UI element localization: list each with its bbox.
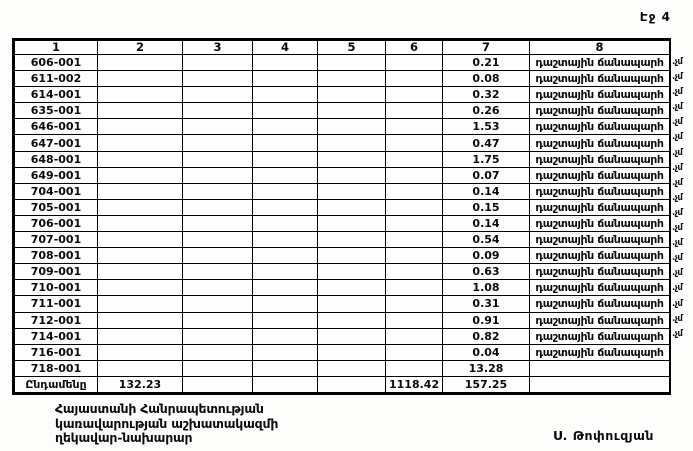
- cell-col6: [386, 344, 443, 360]
- cell-col7: 0.14: [443, 215, 530, 231]
- code-cell: 718-001: [15, 360, 98, 376]
- column-header-1: 1: [15, 41, 98, 55]
- cell-col8: դաշտային ճանապարհ: [530, 199, 670, 215]
- total-col4: [253, 376, 318, 392]
- margin-note: .չմ: [672, 328, 683, 339]
- cell-col5: [318, 360, 386, 376]
- code-cell: 716-001: [15, 344, 98, 360]
- cell-col6: [386, 183, 443, 199]
- cell-col7: 0.82: [443, 328, 530, 344]
- cell-col7: 0.09: [443, 248, 530, 264]
- cell-col5: [318, 135, 386, 151]
- cell-col7: 1.75: [443, 151, 530, 167]
- table-row: [15, 264, 670, 280]
- cell-col3: [183, 312, 253, 328]
- cell-col8: դաշտային ճանապարհ: [530, 264, 670, 280]
- margin-note: .չմ: [672, 117, 683, 128]
- cell-col6: [386, 103, 443, 119]
- cell-col7: 0.32: [443, 87, 530, 103]
- cell-col4: [253, 296, 318, 312]
- cell-col7: 1.08: [443, 280, 530, 296]
- cell-col4: [253, 312, 318, 328]
- cell-col8: դաշտային ճանապարհ: [530, 71, 670, 87]
- cell-col6: [386, 167, 443, 183]
- column-header-2: 2: [98, 41, 183, 55]
- table-row: [15, 183, 670, 199]
- table-row: [15, 55, 670, 71]
- cell-col3: [183, 119, 253, 135]
- cell-col4: [253, 328, 318, 344]
- cell-col5: [318, 71, 386, 87]
- cell-col5: [318, 119, 386, 135]
- code-cell: 706-001: [15, 215, 98, 231]
- cell-col5: [318, 232, 386, 248]
- cell-col7: 0.15: [443, 199, 530, 215]
- table-row: [15, 328, 670, 344]
- cell-col4: [253, 151, 318, 167]
- cell-col5: [318, 312, 386, 328]
- cell-col6: [386, 215, 443, 231]
- margin-note: .չմ: [672, 57, 683, 67]
- cell-col3: [183, 135, 253, 151]
- cell-col8: դաշտային ճանապարհ: [530, 87, 670, 103]
- cell-col5: [318, 215, 386, 231]
- table-body: [15, 55, 670, 377]
- table-row: [15, 280, 670, 296]
- cell-col8: դաշտային ճանապարհ: [530, 312, 670, 328]
- table-row: [15, 312, 670, 328]
- cell-col6: [386, 135, 443, 151]
- cell-col5: [318, 280, 386, 296]
- cell-col5: [318, 199, 386, 215]
- total-col3: [183, 376, 253, 392]
- cell-col8: դաշտային ճանապարհ: [530, 296, 670, 312]
- cell-col7: 1.53: [443, 119, 530, 135]
- cell-col2: [98, 135, 183, 151]
- cell-col3: [183, 199, 253, 215]
- cell-col5: [318, 55, 386, 71]
- cell-col8: [530, 360, 670, 376]
- column-header-6: 6: [386, 41, 443, 55]
- cell-col3: [183, 232, 253, 248]
- cell-col5: [318, 167, 386, 183]
- cell-col8: դաշտային ճանապարհ: [530, 151, 670, 167]
- code-cell: 635-001: [15, 103, 98, 119]
- cell-col7: 0.91: [443, 312, 530, 328]
- cell-col6: [386, 87, 443, 103]
- code-cell: 705-001: [15, 199, 98, 215]
- cell-col3: [183, 71, 253, 87]
- total-col6: 1118.42: [386, 376, 443, 392]
- page-number-label: Էջ 4: [639, 10, 671, 24]
- cell-col8: դաշտային ճանապարհ: [530, 183, 670, 199]
- margin-note: .չմ: [672, 238, 683, 249]
- cell-col2: [98, 215, 183, 231]
- cell-col3: [183, 248, 253, 264]
- margin-note: .չմ: [672, 313, 683, 324]
- table-row: [15, 71, 670, 87]
- code-cell: 649-001: [15, 167, 98, 183]
- margin-notes-column: [672, 55, 692, 357]
- cell-col4: [253, 199, 318, 215]
- margin-note: .չմ: [672, 132, 683, 143]
- cell-col2: [98, 55, 183, 71]
- cell-col5: [318, 328, 386, 344]
- cell-col7: 0.63: [443, 264, 530, 280]
- cell-col6: [386, 199, 443, 215]
- code-cell: 712-001: [15, 312, 98, 328]
- cell-col6: [386, 248, 443, 264]
- cell-col2: [98, 280, 183, 296]
- margin-note: .չմ: [672, 253, 683, 264]
- table-row: [15, 232, 670, 248]
- total-col2: 132.23: [98, 376, 183, 392]
- table-row: [15, 167, 670, 183]
- cell-col2: [98, 199, 183, 215]
- cell-col8: դաշտային ճանապարհ: [530, 232, 670, 248]
- cell-col7: 0.08: [443, 71, 530, 87]
- cell-col6: [386, 280, 443, 296]
- code-cell: 606-001: [15, 55, 98, 71]
- total-label: Ընդամենը: [15, 376, 98, 392]
- margin-note: .չմ: [672, 87, 683, 98]
- column-header-7: 7: [443, 41, 530, 55]
- cell-col4: [253, 280, 318, 296]
- cell-col7: 0.47: [443, 135, 530, 151]
- margin-note: .չմ: [672, 72, 683, 83]
- cell-col5: [318, 296, 386, 312]
- margin-note: .չմ: [672, 283, 683, 294]
- table-row: [15, 248, 670, 264]
- cell-col3: [183, 167, 253, 183]
- footer-signature-block: [55, 402, 278, 446]
- code-cell: 647-001: [15, 135, 98, 151]
- cell-col5: [318, 103, 386, 119]
- margin-note: .չմ: [672, 298, 683, 309]
- margin-note: .չմ: [672, 192, 683, 203]
- cell-col6: [386, 360, 443, 376]
- cell-col2: [98, 151, 183, 167]
- cell-col4: [253, 71, 318, 87]
- cell-col2: [98, 232, 183, 248]
- cell-col8: դաշտային ճանապարհ: [530, 215, 670, 231]
- cell-col6: [386, 71, 443, 87]
- cell-col4: [253, 135, 318, 151]
- cell-col8: դաշտային ճանապարհ: [530, 248, 670, 264]
- cell-col3: [183, 280, 253, 296]
- cell-col4: [253, 232, 318, 248]
- cell-col8: դաշտային ճանապարհ: [530, 344, 670, 360]
- signature-name: Ս. Թոփուզյան: [553, 428, 654, 443]
- code-cell: 614-001: [15, 87, 98, 103]
- cell-col7: 13.28: [443, 360, 530, 376]
- code-cell: 708-001: [15, 248, 98, 264]
- cell-col2: [98, 248, 183, 264]
- code-cell: 648-001: [15, 151, 98, 167]
- cell-col3: [183, 87, 253, 103]
- cell-col7: 0.07: [443, 167, 530, 183]
- cell-col7: 0.54: [443, 232, 530, 248]
- cell-col4: [253, 103, 318, 119]
- column-header-8: 8: [530, 41, 670, 55]
- cell-col6: [386, 328, 443, 344]
- table-row: [15, 135, 670, 151]
- table-row: [15, 151, 670, 167]
- cell-col8: դաշտային ճանապարհ: [530, 328, 670, 344]
- cell-col2: [98, 103, 183, 119]
- cell-col6: [386, 55, 443, 71]
- table-header-row: [15, 41, 670, 55]
- margin-note: .չմ: [672, 268, 683, 279]
- cell-col4: [253, 183, 318, 199]
- cell-col8: դաշտային ճանապարհ: [530, 119, 670, 135]
- data-table: [12, 38, 671, 395]
- cell-col2: [98, 264, 183, 280]
- table-row: [15, 119, 670, 135]
- cell-col6: [386, 119, 443, 135]
- table-row: [15, 360, 670, 376]
- cell-col8: դաշտային ճանապարհ: [530, 135, 670, 151]
- table-row: [15, 199, 670, 215]
- total-col8: [530, 376, 670, 392]
- footer-line-2: կառավարության աշխատակազմի: [55, 415, 279, 431]
- code-cell: 704-001: [15, 183, 98, 199]
- cell-col7: 0.26: [443, 103, 530, 119]
- footer-line-1: Հայաստանի Հանրապետության: [55, 401, 264, 416]
- cell-col2: [98, 167, 183, 183]
- cell-col4: [253, 344, 318, 360]
- cell-col4: [253, 119, 318, 135]
- cell-col2: [98, 328, 183, 344]
- cell-col6: [386, 296, 443, 312]
- code-cell: 707-001: [15, 232, 98, 248]
- cell-col5: [318, 264, 386, 280]
- cell-col3: [183, 183, 253, 199]
- table-row: [15, 87, 670, 103]
- code-cell: 714-001: [15, 328, 98, 344]
- cell-col6: [386, 264, 443, 280]
- margin-note: .չմ: [672, 162, 683, 173]
- cell-col4: [253, 248, 318, 264]
- code-cell: 611-002: [15, 71, 98, 87]
- cell-col5: [318, 344, 386, 360]
- cell-col8: դաշտային ճանապարհ: [530, 280, 670, 296]
- table-row: [15, 296, 670, 312]
- cell-col4: [253, 264, 318, 280]
- cell-col4: [253, 167, 318, 183]
- cell-col3: [183, 264, 253, 280]
- cell-col4: [253, 360, 318, 376]
- table-row: [15, 103, 670, 119]
- cell-col3: [183, 296, 253, 312]
- total-row: [15, 376, 670, 392]
- cell-col3: [183, 328, 253, 344]
- column-header-3: 3: [183, 41, 253, 55]
- total-col5: [318, 376, 386, 392]
- margin-note: [672, 342, 692, 357]
- cell-col5: [318, 151, 386, 167]
- cell-col6: [386, 232, 443, 248]
- cell-col2: [98, 296, 183, 312]
- footer-line-3: ղեկավար-նախարար: [55, 430, 193, 445]
- code-cell: 646-001: [15, 119, 98, 135]
- cell-col8: դաշտային ճանապարհ: [530, 55, 670, 71]
- total-col7: 157.25: [443, 376, 530, 392]
- cell-col6: [386, 312, 443, 328]
- cell-col5: [318, 248, 386, 264]
- cell-col2: [98, 119, 183, 135]
- cell-col3: [183, 344, 253, 360]
- cell-col4: [253, 87, 318, 103]
- cell-col3: [183, 103, 253, 119]
- margin-note: .չմ: [672, 223, 683, 234]
- cell-col4: [253, 55, 318, 71]
- cell-col7: 0.21: [443, 55, 530, 71]
- cell-col3: [183, 55, 253, 71]
- cell-col2: [98, 344, 183, 360]
- margin-note: .չմ: [672, 102, 683, 113]
- cell-col7: 0.04: [443, 344, 530, 360]
- table-row: [15, 344, 670, 360]
- cell-col5: [318, 87, 386, 103]
- margin-note: .չմ: [672, 147, 683, 158]
- cell-col7: 0.14: [443, 183, 530, 199]
- table-row: [15, 215, 670, 231]
- column-header-4: 4: [253, 41, 318, 55]
- code-cell: 710-001: [15, 280, 98, 296]
- margin-note: .չմ: [672, 177, 683, 188]
- cell-col6: [386, 151, 443, 167]
- code-cell: 709-001: [15, 264, 98, 280]
- cell-col3: [183, 360, 253, 376]
- cell-col2: [98, 360, 183, 376]
- code-cell: 711-001: [15, 296, 98, 312]
- margin-note: .չմ: [672, 207, 683, 218]
- cell-col7: 0.31: [443, 296, 530, 312]
- cell-col5: [318, 183, 386, 199]
- column-header-5: 5: [318, 41, 386, 55]
- cell-col3: [183, 151, 253, 167]
- cell-col8: դաշտային ճանապարհ: [530, 167, 670, 183]
- cell-col8: դաշտային ճանապարհ: [530, 103, 670, 119]
- cell-col2: [98, 71, 183, 87]
- cell-col4: [253, 215, 318, 231]
- cell-col3: [183, 215, 253, 231]
- cell-col2: [98, 312, 183, 328]
- cell-col2: [98, 183, 183, 199]
- cell-col2: [98, 87, 183, 103]
